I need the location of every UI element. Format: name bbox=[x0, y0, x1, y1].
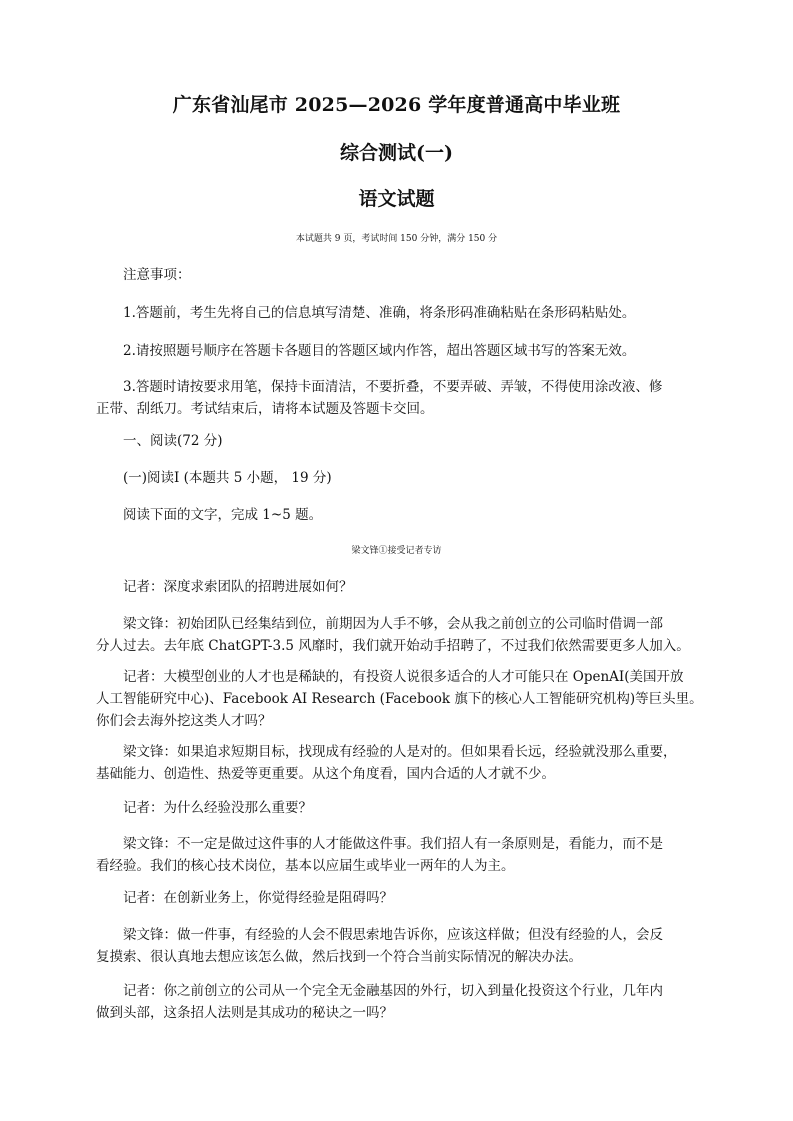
document-subtitle: 综合测试(一) bbox=[340, 142, 453, 164]
section-subheading: (一)阅读Ⅰ (本题共 5 小题， 19 分) bbox=[123, 470, 332, 486]
notice-item-2: 2.请按照题号顺序在答题卡各题目的答题区域内作答，超出答题区域书写的答案无效。 bbox=[123, 343, 636, 359]
article-paragraph-9-line-2: 做到头部，这条招人法则是其成功的秘诀之一吗？ bbox=[96, 1005, 393, 1021]
article-paragraph-3-line-2: 人工智能研究中心)、Facebook AI Research (Facebook 旗下的核心人工智能研究机构)等巨头里。 bbox=[96, 691, 703, 707]
article-paragraph-3-line-1: 记者：大模型创业的人才也是稀缺的，有投资人说很多适合的人才可能只在 OpenAI(美国开放 bbox=[123, 669, 684, 685]
section-heading: 一、阅读(72 分) bbox=[123, 433, 223, 449]
article-paragraph-9-line-1: 记者：你之前创立的公司从一个完全无金融基因的外行，切入到量化投资这个行业，几年内 bbox=[123, 983, 663, 999]
document-title: 广东省汕尾市 2025—2026 学年度普通高中毕业班 bbox=[172, 94, 621, 116]
article-paragraph-5: 记者：为什么经验没那么重要？ bbox=[123, 800, 312, 816]
article-paragraph-7: 记者：在创新业务上，你觉得经验是阻碍吗？ bbox=[123, 890, 393, 906]
article-paragraph-4-line-1: 梁文锋：如果追求短期目标，找现成有经验的人是对的。但如果看长远，经验就没那么重要， bbox=[123, 744, 677, 760]
article-title: 梁文锋①接受记者专访 bbox=[351, 546, 442, 556]
notice-heading: 注意事项： bbox=[123, 267, 191, 283]
article-paragraph-8-line-2: 复摸索、很认真地去想应该怎么做，然后找到一个符合当前实际情况的解决办法。 bbox=[96, 949, 582, 965]
article-paragraph-4 bbox=[96, 741, 708, 785]
article-paragraph-2-line-2: 分人过去。去年底 ChatGPT-3.5 风靡时，我们就开始动手招聘了，不过我们依然需要更多人加入。 bbox=[96, 638, 690, 654]
article-paragraph-8 bbox=[96, 924, 708, 968]
article-paragraph-6 bbox=[96, 833, 708, 877]
article-paragraph-2 bbox=[96, 613, 708, 657]
article-paragraph-6-line-1: 梁文锋：不一定是做过这件事的人才能做这件事。我们招人有一条原则是，看能力，而不是 bbox=[123, 836, 663, 852]
notice-item-3-line-1: 3.答题时请按要求用笔，保持卡面清洁，不要折叠，不要弄破、弄皱，不得使用涂改液、修 bbox=[123, 379, 663, 395]
article-paragraph-4-line-2: 基础能力、创造性、热爱等更重要。从这个角度看，国内合适的人才就不少。 bbox=[96, 766, 555, 782]
notice-item-3 bbox=[96, 376, 708, 420]
article-paragraph-6-line-2: 看经验。我们的核心技术岗位，基本以应届生或毕业一两年的人为主。 bbox=[96, 858, 515, 874]
article-paragraph-8-line-1: 梁文锋：做一件事，有经验的人会不假思索地告诉你，应该这样做；但没有经验的人，会反 bbox=[123, 927, 663, 943]
notice-item-1: 1.答题前，考生先将自己的信息填写清楚、准确，将条形码准确粘贴在条形码粘贴处。 bbox=[123, 305, 636, 321]
article-paragraph-1: 记者：深度求索团队的招聘进展如何？ bbox=[123, 579, 353, 595]
notice-item-3-line-2: 正带、刮纸刀。考试结束后，请将本试题及答题卡交回。 bbox=[96, 401, 434, 417]
article-paragraph-2-line-1: 梁文锋：初始团队已经集结到位，前期因为人手不够，会从我之前创立的公司临时借调一部 bbox=[123, 616, 663, 632]
article-paragraph-3 bbox=[96, 666, 708, 732]
subject-title: 语文试题 bbox=[358, 188, 435, 210]
article-paragraph-3-line-3: 你们会去海外挖这类人才吗？ bbox=[96, 713, 272, 729]
exam-info: 本试题共 9 页，考试时间 150 分钟，满分 150 分 bbox=[295, 234, 498, 244]
reading-instruction: 阅读下面的文字，完成 1~5 题。 bbox=[123, 507, 323, 523]
article-paragraph-9 bbox=[96, 980, 708, 1024]
